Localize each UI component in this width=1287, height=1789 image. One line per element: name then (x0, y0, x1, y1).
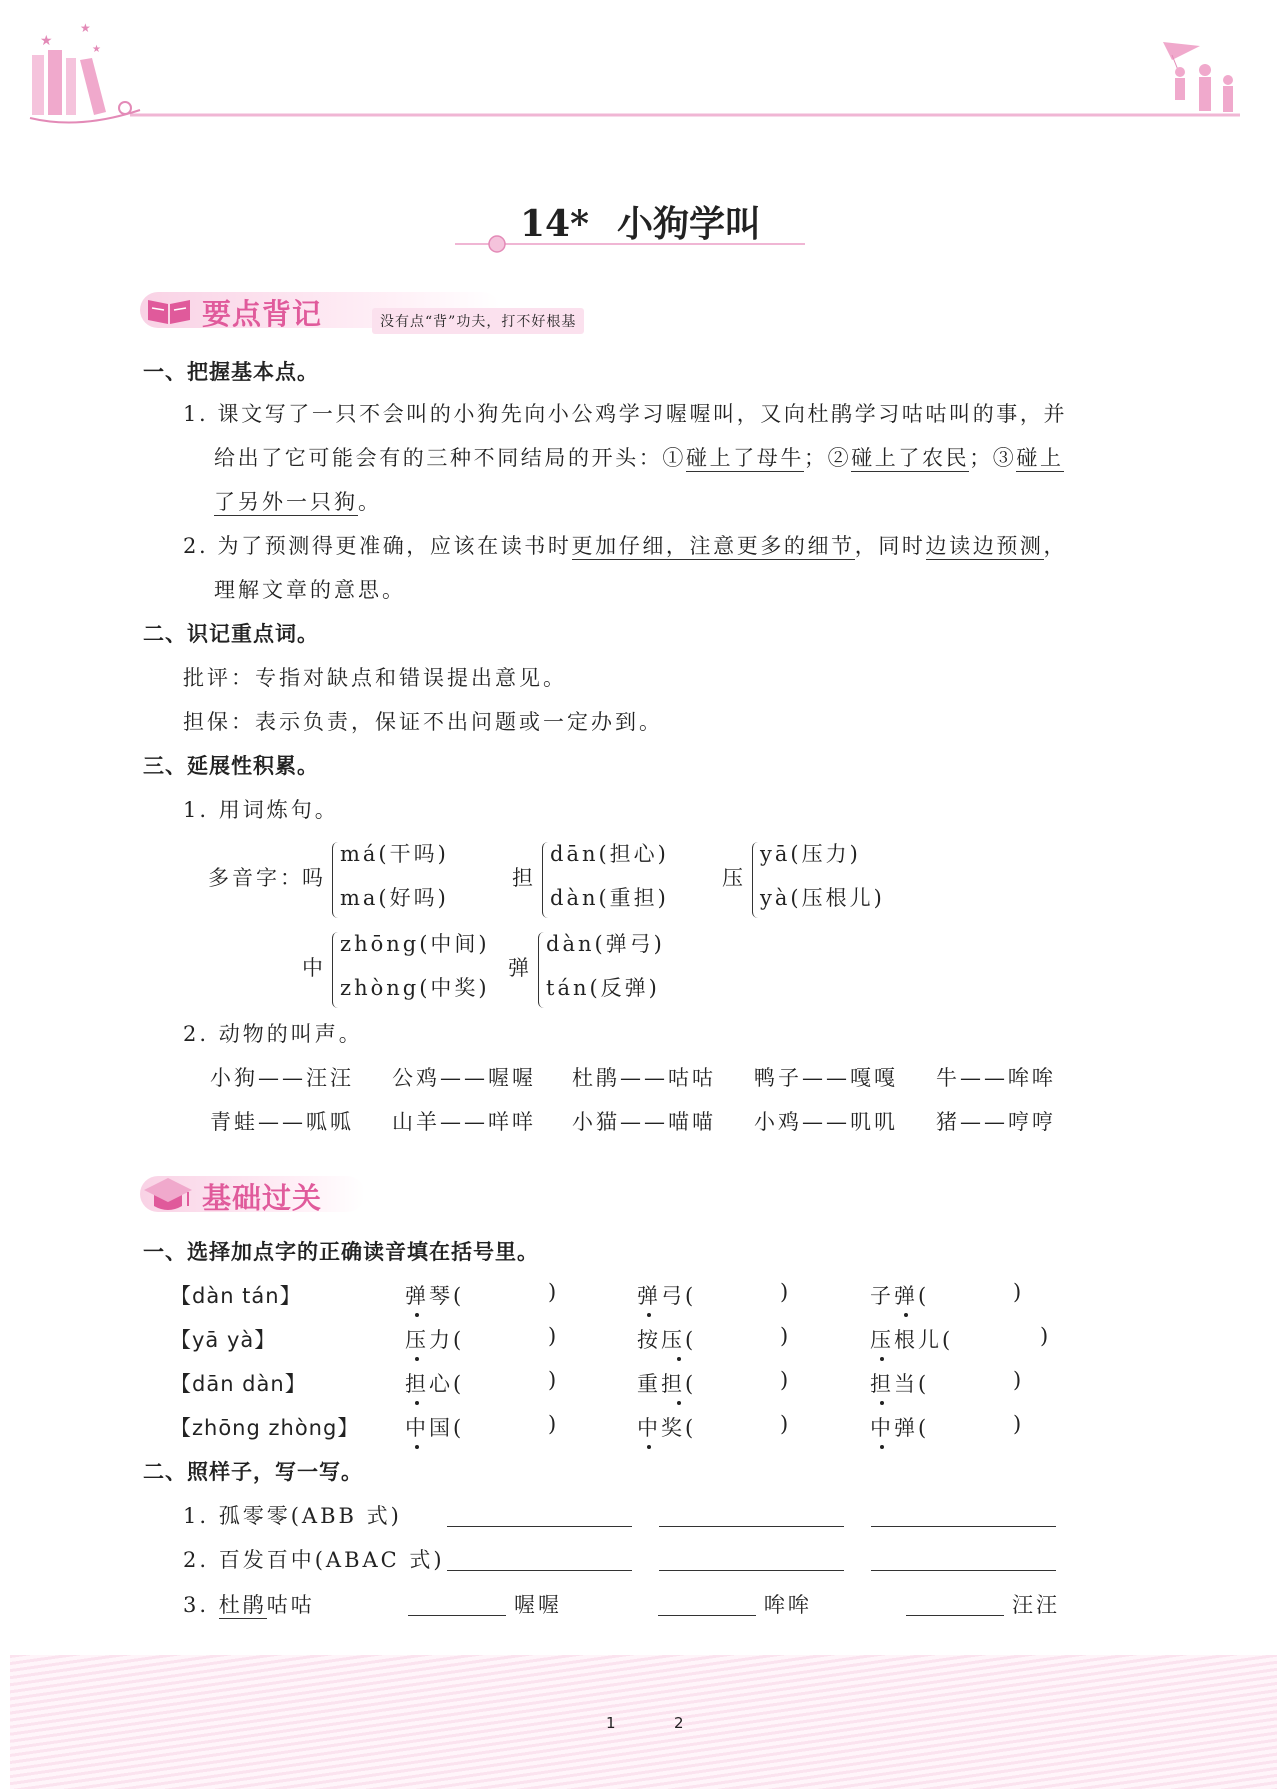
list-item: 青蛙——呱呱 (210, 1110, 354, 1134)
question-item: 按压( (637, 1324, 696, 1354)
question-item: 重担( (637, 1368, 696, 1398)
section-slogan: 没有点“背”功夫，打不好根基 (372, 308, 584, 334)
answer-blank[interactable] (447, 1548, 632, 1571)
answer-paren: ) (780, 1412, 792, 1436)
exercise-abb: 1. 孤零零(ABB 式) (183, 1504, 402, 1528)
answer-paren: ) (1040, 1324, 1052, 1348)
heading-pronunciation: 一、选择加点字的正确读音填在括号里。 (143, 1240, 539, 1264)
answer-dog-b: 了另外一只狗 (214, 490, 358, 514)
list-item: 小猫——喵喵 (572, 1110, 716, 1134)
polyphone-label: 多音字： (208, 866, 304, 890)
answer-paren: ) (780, 1368, 792, 1392)
svg-text:★: ★ (40, 33, 53, 49)
question-item: 弹琴( (405, 1280, 464, 1310)
exercise-sounds: 3. 杜鹃咕咕 (183, 1593, 315, 1617)
question-item: 压根儿( (870, 1324, 953, 1354)
open-book-icon (146, 294, 192, 326)
title-underline (455, 234, 805, 254)
options-label: 【dàn tán】 (170, 1284, 302, 1308)
section-title: 基础过关 (202, 1181, 323, 1215)
question-item: 压力( (405, 1324, 464, 1354)
answer-blank[interactable] (658, 1593, 756, 1616)
answer-blank[interactable] (871, 1504, 1056, 1527)
header-decoration (0, 0, 1287, 140)
answer-careful: 更加仔细，注意更多的细节 (571, 534, 855, 558)
answer-paren: ) (780, 1324, 792, 1348)
question-item: 子弹( (870, 1280, 929, 1310)
item1-line3: 了另外一只狗。 (214, 490, 382, 514)
options-label: 【dān dàn】 (170, 1372, 307, 1396)
word-danbao: 担保：表示负责，保证不出问题或一定办到。 (183, 710, 663, 734)
question-item: 中弹( (870, 1412, 929, 1442)
answer-paren: ) (548, 1412, 560, 1436)
answer-blank[interactable] (408, 1593, 506, 1616)
section-banner-1 (140, 288, 620, 332)
page-number-right: 2 (674, 1714, 684, 1732)
list-item: 小鸡——叽叽 (754, 1110, 898, 1134)
lesson-name: 小狗学叫 (616, 203, 761, 245)
list-item: 杜鹃——咕咕 (572, 1066, 716, 1090)
heading-key-words: 二、识记重点词。 (143, 622, 319, 646)
answer-paren: ) (548, 1324, 560, 1348)
subheading-animal-sounds: 2. 动物的叫声。 (183, 1022, 363, 1046)
answer-blank[interactable] (871, 1548, 1056, 1571)
answer-dog-a: 碰上 (1016, 446, 1064, 470)
answer-paren: ) (1013, 1412, 1025, 1436)
question-item: 弹弓( (637, 1280, 696, 1310)
subheading-sentences: 1. 用词炼句。 (183, 798, 339, 822)
options-label: 【yā yà】 (170, 1328, 277, 1352)
answer-cow: 碰上了母牛 (686, 446, 804, 470)
heading-extension: 三、延展性积累。 (143, 754, 319, 778)
answer-farmer: 碰上了农民 (851, 446, 970, 470)
answer-predict: 边读边预测 (925, 534, 1044, 558)
question-item: 担心( (405, 1368, 464, 1398)
answer-blank[interactable] (906, 1593, 1004, 1616)
heading-write-examples: 二、照样子，写一写。 (143, 1460, 363, 1484)
question-item: 中奖( (637, 1412, 696, 1442)
list-item: 小狗——汪汪 (210, 1066, 354, 1090)
list-item: 猪——哼哼 (936, 1110, 1056, 1134)
item1-line1: 1. 课文写了一只不会叫的小狗先向小公鸡学习喔喔叫，又向杜鹃学习咕咕叫的事，并 (183, 402, 1068, 426)
options-label: 【zhōng zhòng】 (170, 1416, 360, 1440)
answer-paren: ) (548, 1280, 560, 1304)
item2-line1: 2. 为了预测得更准确，应该在读书时更加仔细，注意更多的细节，同时边读边预测， (183, 534, 1068, 558)
pronunciation-rows (170, 1280, 1070, 1460)
question-item: 担当( (870, 1368, 929, 1398)
answer-paren: ) (1013, 1368, 1025, 1392)
answer-paren: ) (1013, 1280, 1025, 1304)
answer-paren: ) (548, 1368, 560, 1392)
item1-line2: 给出了它可能会有的三种不同结局的开头：①碰上了母牛；②碰上了农民；③碰上 (214, 446, 1064, 470)
word-piping: 批评：专指对缺点和错误提出意见。 (183, 666, 567, 690)
page-number-left: 1 (606, 1714, 616, 1732)
question-item: 中国( (405, 1412, 464, 1442)
list-item: 牛——哞哞 (936, 1066, 1056, 1090)
item2-line2: 理解文章的意思。 (214, 578, 406, 602)
answer-blank[interactable] (447, 1504, 632, 1527)
answer-blank[interactable] (659, 1504, 844, 1527)
list-item: 公鸡——喔喔 (392, 1066, 536, 1090)
section-banner-2 (140, 1170, 540, 1218)
lesson-number: 14* (520, 203, 589, 245)
section-title: 要点背记 (202, 297, 323, 331)
answer-paren: ) (780, 1280, 792, 1304)
list-item: 山羊——咩咩 (392, 1110, 536, 1134)
footer-band (10, 1655, 1277, 1789)
svg-text:★: ★ (80, 21, 91, 35)
heading-basic-points: 一、把握基本点。 (143, 360, 319, 384)
graduation-cap-icon (142, 1174, 194, 1214)
exercise-abac: 2. 百发百中(ABAC 式) (183, 1548, 445, 1572)
header-books-icon (0, 0, 1287, 140)
list-item: 鸭子——嘎嘎 (754, 1066, 898, 1090)
answer-blank[interactable] (659, 1548, 844, 1571)
svg-text:★: ★ (92, 44, 101, 55)
